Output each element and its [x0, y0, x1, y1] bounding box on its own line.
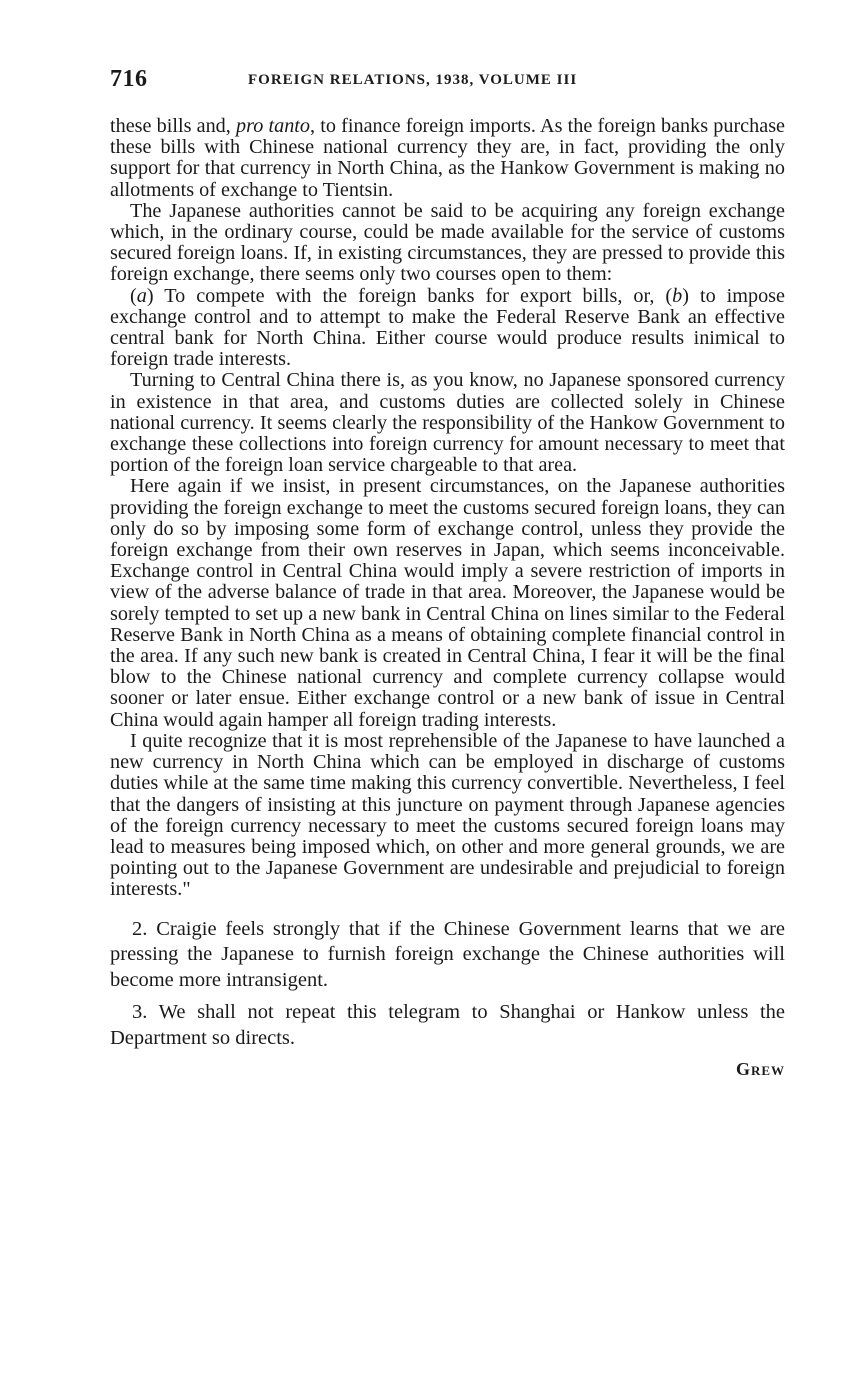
- text-run: To compete with the foreign banks for export bills, or,: [153, 284, 666, 307]
- paragraph-5: Here again if we insist, in present circumstances, on the Japanese authorities providing the foreign exchange to meet the customs secured foreign loans, they can only do so by imposing some form of exchange control, unless they provide the foreign exchange from their own reserves in Japan, which seems inconceivable. Exchange control in Central China would imply a severe restriction of imports in view of the adverse balance of trade in that area. Moreover, the Japanese would be sorely tempted to set up a new bank in Central China on lines similar to the Federal Reserve Bank in North China as a means of obtaining complete financial control in the area. If any such new bank is created in Central China, I fear it will be the final blow to the Chinese national currency and complete currency collapse would sooner or later ensue. Either exchange control or a new bank of issue in Central China would again hamper all foreign trading interests.: [110, 475, 785, 731]
- italic-phrase: pro tanto: [236, 115, 311, 137]
- option-a-label: a: [136, 284, 147, 307]
- option-b-label: b: [672, 284, 683, 307]
- paragraph-numbered-3: 3. We shall not repeat this telegram to Shanghai or Hankow unless the Department so directs.: [110, 1001, 785, 1049]
- running-head: [110, 66, 785, 94]
- quoted-telegram-text: [110, 116, 785, 901]
- text-run: , to finance foreign imports. As the foreign banks purchase these bills with Chinese national currency they are, in fact, providing the only support for that currency in North China, as the Hankow Government is making no allotments of exchange to Tientsin.: [110, 115, 786, 201]
- paragraph-numbered-2: 2. Craigie feels strongly that if the Chinese Government learns that we are pressing the Japanese to furnish foreign exchange the Chinese authorities will become more intransigent.: [110, 917, 785, 991]
- page-number: 716: [110, 66, 148, 92]
- paragraph-1: [110, 116, 785, 201]
- paragraph-2: The Japanese authorities cannot be said to be acquiring any foreign exchange which, in the ordinary course, could be made available for the service of customs secured foreign loans. If, in existing circumstances, they are pressed to provide this foreign exchange, there seems only two courses open to them:: [110, 199, 785, 286]
- running-title: FOREIGN RELATIONS, 1938, VOLUME III: [248, 72, 578, 88]
- text-run: to impose exchange control and to attempt to make the Federal Reserve Bank an effective central bank for North China. Either course would produce results inimical to foreign trade interests.: [110, 284, 785, 371]
- text-run: these bills and,: [110, 115, 237, 137]
- body-text: [110, 116, 785, 1080]
- paragraph-3: (a) To compete with the foreign banks for export bills, or, (b) to impose exchange control and to attempt to make the Federal Reserve Bank an effective central bank for North China. Either course would produce results inimical to foreign trade interests.: [110, 284, 785, 371]
- paragraph-6: I quite recognize that it is most reprehensible of the Japanese to have launched a new currency in North China which can be employed in discharge of customs duties while at the same time making this currency convertible. Nevertheless, I feel that the dangers of insisting at this juncture on payment through Japanese agencies of the foreign currency necessary to meet the customs secured foreign loans may lead to measures being imposed which, on other and more general grounds, we are pointing out to the Japanese Government are undesirable and prejudicial to foreign interests.": [110, 729, 785, 901]
- signature: Grew: [735, 1059, 785, 1080]
- numbered-paragraphs: [110, 917, 785, 1052]
- paragraph-4: Turning to Central China there is, as you know, no Japanese sponsored currency in existence in that area, and customs duties are collected solely in Chinese national currency. It seems clearly the responsibility of the Hankow Government to exchange these collections into foreign currency for amount necessary to meet that portion of the foreign loan service chargeable to that area.: [110, 369, 785, 477]
